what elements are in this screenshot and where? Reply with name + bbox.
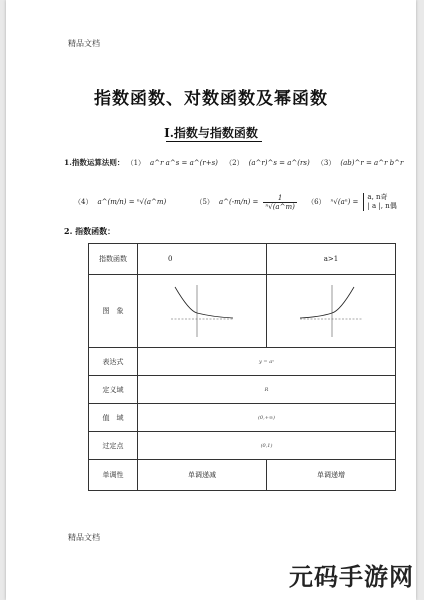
decreasing-curve <box>175 287 233 318</box>
rules-label: 1.指数运算法则： <box>64 158 125 167</box>
row-label-fixed-point: 过定点 <box>89 432 138 460</box>
section-heading: Ⅰ.指数与指数函数 <box>164 126 258 140</box>
table-header-label: 指数函数 <box>89 244 138 275</box>
table-row <box>89 432 396 460</box>
row-label-domain: 定义域 <box>89 376 138 404</box>
rules-line-2 <box>64 193 397 211</box>
rule-6-case-odd: a, n奇 <box>367 193 388 201</box>
table-row-monotonicity <box>89 460 396 491</box>
rule-5-denominator: ⁿ√(a^m) <box>265 202 295 211</box>
table-header-increasing: a>1 <box>267 244 396 275</box>
monotonicity-decreasing: 单调递减 <box>138 460 267 491</box>
row-label-range: 值 域 <box>89 404 138 432</box>
table-row <box>89 404 396 432</box>
rule-6-lhs: ⁿ√(aⁿ) = <box>330 198 359 206</box>
row-value-domain: R <box>138 376 396 404</box>
increasing-exponential-graph <box>296 281 366 341</box>
rule-2-index: （2） <box>225 159 244 167</box>
monotonicity-increasing: 单调递增 <box>267 460 396 491</box>
rule-4-index: （4） <box>74 198 93 206</box>
table-row-graph <box>89 275 396 348</box>
table-row <box>89 348 396 376</box>
rule-5-index: （5） <box>195 198 214 206</box>
rules-line-1 <box>64 157 408 168</box>
rule-3-index: （3） <box>316 159 336 167</box>
rule-1-formula: a^r a^s = a^(r+s) <box>150 159 218 167</box>
rule-4-formula: a^(m/n) = ⁿ√(a^m) <box>97 198 167 206</box>
rule-6-cases <box>363 193 396 211</box>
row-value-range: (0,+∞) <box>138 404 396 432</box>
increasing-curve <box>300 287 354 318</box>
graph-decreasing-cell <box>138 275 267 348</box>
row-value-fixed-point: (0,1) <box>138 432 396 460</box>
header-note: 精品文档 <box>68 39 100 48</box>
footer-note: 精品文档 <box>68 533 100 542</box>
exponential-properties-table <box>88 243 396 491</box>
rule-1-index: （1） <box>126 159 146 167</box>
graph-label: 图 象 <box>89 275 138 348</box>
decreasing-exponential-graph <box>167 281 237 341</box>
row-value-expression: y = aˣ <box>138 348 396 376</box>
row-label-expression: 表达式 <box>89 348 138 376</box>
functions-heading: 2. 指数函数： <box>64 226 116 236</box>
table-row-header <box>89 244 396 275</box>
rule-2-formula: (a^r)^s = a^(rs) <box>248 159 310 167</box>
rule-6-index: （6） <box>307 198 326 206</box>
site-watermark: 元码手游网 <box>289 563 414 591</box>
rule-3-formula: (ab)^r = a^r b^r <box>340 159 404 167</box>
graph-increasing-cell <box>267 275 396 348</box>
section-underline <box>166 141 262 142</box>
document-page <box>6 0 416 600</box>
rule-6-case-even: | a |, n偶 <box>367 202 397 210</box>
table-header-decreasing: 0 <box>138 244 267 275</box>
rule-5-numerator: 1 <box>263 194 296 203</box>
table-row <box>89 376 396 404</box>
document-title: 指数函数、对数函数及幂函数 <box>94 89 328 109</box>
rule-5-lhs: a^(-m/n) = <box>218 198 259 206</box>
row-label-monotonicity: 单调性 <box>89 460 138 491</box>
rule-5-fraction <box>263 194 296 211</box>
